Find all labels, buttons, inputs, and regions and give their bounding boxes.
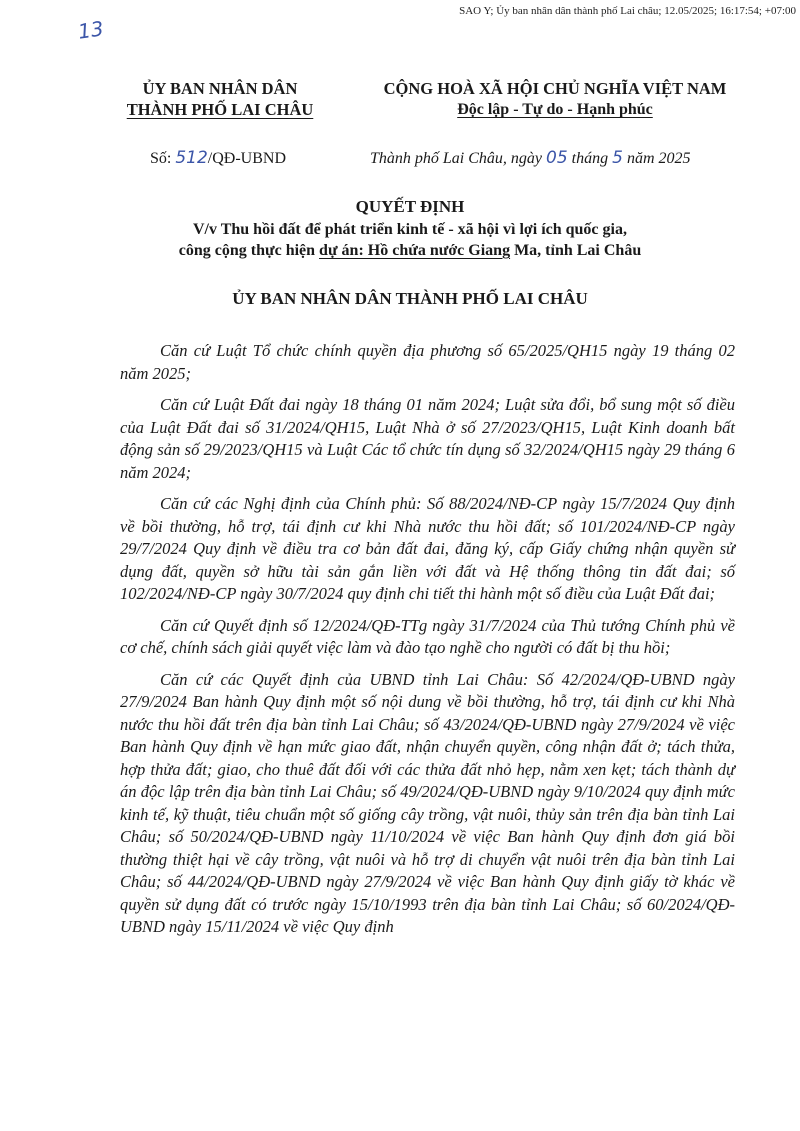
legal-basis-paragraph: Căn cứ Quyết định số 12/2024/QĐ-TTg ngày 31/7/2024 của Thủ tướng Chính phủ về cơ chế, chính sách giải quyết việc làm và đào tạo nghề cho người có đất bị thu hồi; — [120, 615, 735, 657]
year-text: năm 2025 — [622, 150, 691, 167]
legal-basis-paragraph: Căn cứ các Quyết định của UBND tỉnh Lai Châu: Số 42/2024/QĐ-UBND ngày 27/9/2024 Ban hành Quy định một số nội dung về bồi thường, hỗ trợ, tái định cư khi Nhà nước thu hồi đất trên địa bàn tỉnh Lai Châu; số 43/2024/QĐ-UBND ngày 27/9/2024 về việc Ban hành Quy định về hạn mức giao đất, nhận chuyển quyền, công nhận đất ở; tách thửa, hợp thửa đất; giao, cho thuê đất đối với các thửa đất nhỏ hẹp, nằm xen kẹt; tách thành dự án độc lập trên địa bàn tỉnh Lai Châu; số 49/2024/QĐ-UBND ngày 9/10/2024 quy định mức kinh tế, kỹ thuật, tiêu chuẩn một số giống cây trồng, vật nuôi, thủy sản trên địa bàn tỉnh Lai Châu; số 50/2024/QĐ-UBND ngày 11/10/2024 về việc Ban hành Quy định đơn giá bồi thường thiệt hại về cây trồng, vật nuôi và hỗ trợ di chuyển vật nuôi trên địa bàn tỉnh Lai Châu; số 44/2024/QĐ-UBND ngày 27/9/2024 về việc Ban hành Quy định giấy tờ khác về quyền sử dụng đất có trước ngày 15/10/1993 trên địa bàn tỉnh Lai Châu; số 60/2024/QĐ-UBND ngày 15/11/2024 về việc Quy định — [120, 669, 735, 936]
issuing-authority — [110, 78, 330, 120]
place-and-date — [370, 148, 691, 168]
digital-copy-stamp: SAO Y; Ủy ban nhân dân thành phố Lai châu; 12.05/2025; 16:17:54; +07:00 — [459, 5, 796, 17]
subject-text-c: Ma, tỉnh Lai Châu — [510, 242, 642, 259]
subject-project-name: dự án: Hồ chứa nước Giang — [319, 242, 511, 259]
subject-text-a: công cộng thực hiện — [178, 242, 320, 259]
legal-basis-paragraph: Căn cứ Luật Tổ chức chính quyền địa phương số 65/2025/QH15 ngày 19 tháng 02 năm 2025; — [120, 341, 735, 383]
decision-subject-line-1: V/v Thu hồi đất để phát triển kinh tế - xã hội vì lợi ích quốc gia, — [193, 221, 627, 238]
date-month: 5 — [612, 148, 623, 168]
number-prefix: Số: — [150, 150, 176, 167]
authority-line-1: ỦY BAN NHÂN DÂN — [142, 79, 298, 98]
document-body — [120, 340, 735, 948]
national-motto: Độc lập - Tự do - Hạnh phúc — [457, 101, 653, 118]
date-day: 05 — [546, 148, 568, 168]
place-text: Thành phố Lai Châu, ngày — [370, 150, 547, 167]
legal-basis-paragraph: Căn cứ các Nghị định của Chính phủ: Số 88/2024/NĐ-CP ngày 15/7/2024 Quy định về bồi thường, hỗ trợ, tái định cư khi Nhà nước thu hồi đất; số 101/2024/NĐ-CP ngày 29/7/2024 Quy định về điều tra cơ bản đất đai, đăng ký, cấp Giấy chứng nhận quyền sử dụng đất, quyền sở hữu tài sản gắn liền với đất và Hệ thống thông tin đất đai; số 102/2024/NĐ-CP ngày 30/7/2024 quy định chi tiết thi hành một số điều của Luật Đất đai; — [120, 494, 735, 603]
month-label: tháng — [567, 150, 613, 167]
decision-title-block — [90, 196, 730, 261]
national-title: CỘNG HOÀ XÃ HỘI CHỦ NGHĨA VIỆT NAM — [383, 79, 727, 98]
handwritten-page-mark: 13 — [76, 16, 105, 44]
issuer-heading: ỦY BAN NHÂN DÂN THÀNH PHỐ LAI CHÂU — [232, 289, 588, 308]
decision-subject-line-2 — [90, 240, 730, 261]
authority-line-2: THÀNH PHỐ LAI CHÂU — [126, 100, 314, 119]
number-suffix: /QĐ-UBND — [207, 150, 287, 167]
decision-title: QUYẾT ĐỊNH — [355, 197, 465, 216]
number-handwritten: 512 — [175, 148, 208, 168]
national-header — [370, 78, 740, 120]
legal-basis-paragraph: Căn cứ Luật Đất đai ngày 18 tháng 01 năm 2024; Luật sửa đổi, bổ sung một số điều của Luật Đất đai số 31/2024/QH15, Luật Nhà ở số 27/2023/QH15, Luật Kinh doanh bất động sản số 29/2023/QH15 và Luật Các tổ chức tín dụng số 32/2024/QH15 ngày 29 tháng 6 năm 2024; — [120, 395, 735, 482]
document-number — [150, 148, 286, 168]
